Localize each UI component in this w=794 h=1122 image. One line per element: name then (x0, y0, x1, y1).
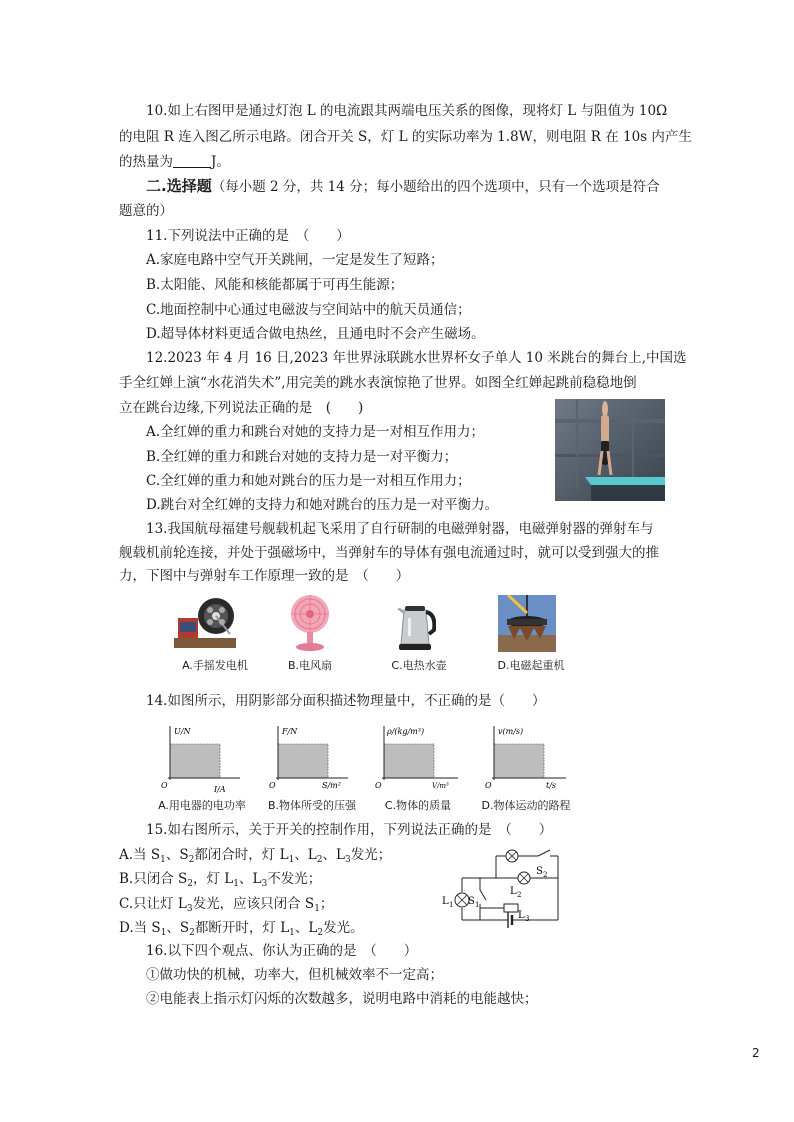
svg-text:S: S (536, 866, 543, 877)
graph-b-xlabel: S/m² (322, 781, 341, 790)
graph-d-ylabel: v(m/s) (498, 727, 524, 736)
hand-generator-image (170, 594, 240, 652)
svg-text:1: 1 (475, 901, 480, 909)
graph-a-xlabel: I/A (214, 785, 226, 794)
section2-heading (146, 176, 660, 197)
q13-caption-c: C.电热水壶 (391, 659, 447, 672)
answer-blank (173, 153, 211, 168)
section2-title: 二.选择题 (146, 177, 212, 195)
q16-option-2: ②电能表上指示灯闪烁的次数越多，说明电路中消耗的电能越快； (146, 991, 538, 1007)
graph-b (268, 722, 350, 794)
graph-b-ylabel: F/N (282, 727, 298, 736)
q12-line1: 12.2023 年 4 月 16 日,2023 年世界泳联跳水世界杯女子单人 10 米跳台的舞台上,中国选 (146, 350, 687, 366)
q11-option-c: C.地面控制中心通过电磁波与空间站中的航天员通信； (146, 302, 471, 318)
q14-caption-b: B.物体所受的压强 (267, 799, 357, 812)
q11-option-a: A.家庭电路中空气开关跳闸，一定是发生了短路； (146, 252, 444, 268)
q15-option-d: D.当 $S_1$、$S_2$都断开时，灯 $L_1$、$L_2$发光。 (119, 920, 364, 938)
page-number: 2 (752, 1046, 760, 1060)
graph-c-xlabel: V/m³ (432, 782, 449, 790)
q13-caption-a: A.手摇发电机 (182, 659, 248, 672)
svg-text:2: 2 (543, 871, 548, 879)
svg-text:2: 2 (517, 891, 522, 899)
graph-c (374, 722, 464, 794)
section2-desc1: （每小题 2 分，共 14 分；每小题给出的四个选项中，只有一个选项是符合 (211, 179, 660, 195)
graph-a-origin: O (161, 781, 168, 790)
q15-option-b: B.只闭合 $S_2$，灯 $L_1$、$L_3$不发光； (119, 871, 322, 889)
q15-option-c: C.只让灯 $L_3$发光，应该只闭合 $S_1$； (119, 896, 334, 914)
circuit-diagram (440, 848, 570, 930)
q14-stem: 14.如图所示，用阴影部分面积描述物理量中，不正确的是（ ） (146, 693, 546, 709)
q10-line1: 10.如上右图甲是通过灯泡 L 的电流跟其两端电压关系的图像，现将灯 L 与阻值为 10Ω (146, 103, 668, 119)
graph-b-origin: O (269, 781, 276, 790)
q14-caption-a: A.用电器的电功率 (158, 799, 246, 812)
q12-option-a: A.全红婵的重力和跳台对她的支持力是一对相互作用力； (146, 424, 485, 440)
q10-line3-pre: 的热量为 (119, 154, 173, 170)
q12-option-b: B.全红婵的重力和跳台对她的支持力是一对平衡力； (146, 449, 458, 465)
svg-text:L: L (510, 886, 517, 897)
electric-fan-image (288, 594, 332, 652)
q13-line1: 13.我国航母福建号舰载机起飞采用了自行研制的电磁弹射器，电磁弹射器的弹射车与 (146, 521, 654, 537)
q14-caption-c: C.物体的质量 (384, 799, 452, 812)
q12-option-c: C.全红婵的重力和她对跳台的压力是一对相互作用力； (146, 473, 471, 489)
q14-caption-d: D.物体运动的路程 (481, 799, 571, 812)
graph-a (160, 722, 242, 794)
svg-text:3: 3 (525, 915, 530, 923)
q11-option-d: D.超导体材料更适合做电热丝，且通电时不会产生磁场。 (146, 326, 485, 342)
q16-stem: 16.以下四个观点、你认为正确的是 （ ） (146, 943, 418, 959)
svg-text:L: L (442, 896, 449, 907)
q10-line3-post: J。 (211, 154, 230, 170)
electric-kettle-image (396, 600, 436, 652)
diver-photo (555, 399, 665, 501)
graph-d-origin: O (485, 781, 492, 790)
electromagnetic-crane-image (498, 595, 556, 652)
q15-option-a: A.当 $S_1$、$S_2$都闭合时，灯 $L_1$、$L_2$、$L_3$发光； (119, 847, 392, 865)
q13-line2: 舰载机前轮连接，并处于强磁场中，当弹射车的导体有强电流通过时，就可以受到强大的推 (119, 545, 659, 561)
svg-text:1: 1 (449, 901, 454, 909)
q15-stem: 15.如右图所示，关于开关的控制作用，下列说法正确的是 （ ） (146, 822, 553, 838)
graph-c-ylabel: ρ/(kg/m³) (387, 727, 425, 736)
q12-option-d: D.跳台对全红婵的支持力和她对跳台的压力是一对平衡力。 (146, 497, 499, 513)
q13-line3: 力，下图中与弹射车工作原理一致的是 （ ） (119, 568, 410, 584)
q11-option-b: B.太阳能、风能和核能都属于可再生能源； (146, 277, 404, 293)
svg-text:L: L (518, 910, 525, 921)
section2-desc2: 题意的） (119, 203, 173, 219)
q12-line3: 立在跳台边缘,下列说法正确的是 ( ) (119, 400, 364, 416)
graph-d-xlabel: t/s (546, 781, 557, 790)
q11-stem: 11.下列说法中正确的是 （ ） (146, 228, 350, 244)
graph-a-ylabel: U/N (174, 727, 191, 736)
q16-option-1: ①做功快的机械，功率大，但机械效率不一定高； (146, 967, 443, 983)
q13-caption-d: D.电磁起重机 (497, 659, 565, 672)
graph-c-origin: O (375, 781, 382, 790)
q12-line2: 手全红婵上演“水花消失术”,用完美的跳水表演惊艳了世界。如图全红婵起跳前稳稳地倒 (119, 375, 637, 391)
graph-d (484, 722, 570, 794)
svg-text:S: S (468, 896, 475, 907)
q10-line2: 的电阻 R 连入图乙所示电路。闭合开关 S，灯 L 的实际功率为 1.8W，则电阻 R 在 10s 内产生 (119, 129, 692, 145)
q10-line3 (119, 152, 230, 172)
q13-caption-b: B.电风扇 (287, 659, 333, 672)
